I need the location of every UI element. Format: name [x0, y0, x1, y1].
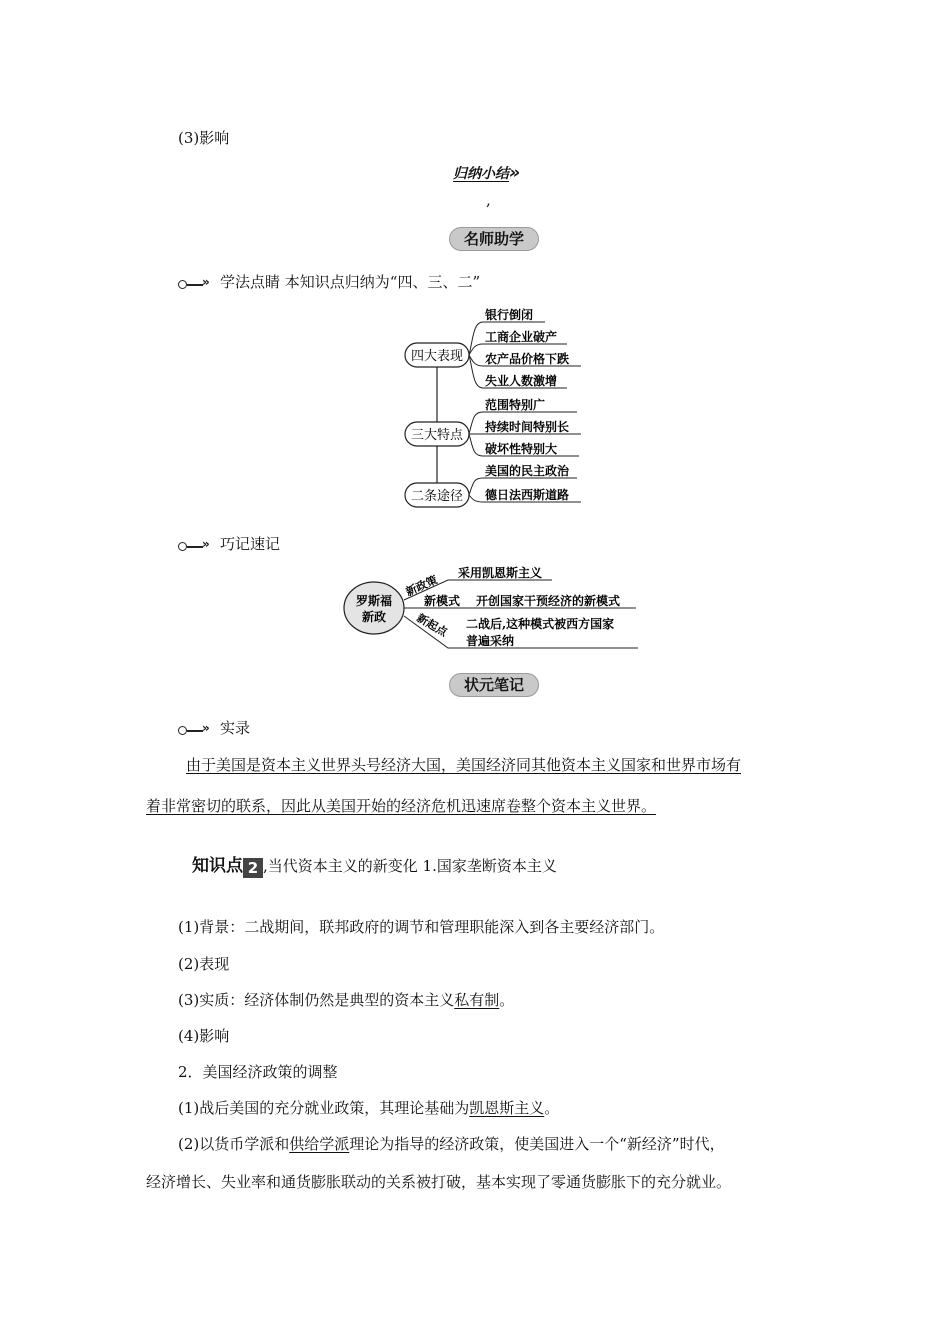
tree-item: 农产品价格下跌	[485, 352, 570, 366]
notes-badge: 状元笔记	[449, 673, 539, 697]
method-line: 学法点睛 本知识点归纳为“四、三、二”	[220, 273, 481, 291]
tree-group-2: 三大特点	[410, 428, 464, 443]
knowledge-number-badge: 2	[243, 858, 263, 878]
branch-label: 新政策	[403, 573, 440, 599]
crisis-summary-tree	[395, 300, 595, 510]
p1-post: 。	[544, 1099, 560, 1117]
tree-item: 破坏性特别大	[485, 442, 558, 456]
knowledge-point-2	[192, 855, 557, 878]
essence-item	[178, 990, 514, 1010]
branch-text: 开创国家干预经济的新模式	[476, 594, 621, 608]
tree-group-1: 四大表现	[410, 349, 464, 364]
tree-item: 失业人数激增	[485, 374, 558, 388]
notes-paragraph-line2: 着非常密切的联系，因此从美国开始的经济危机迅速席卷整个资本主义世界。	[146, 797, 657, 815]
essence-key: 私有制	[454, 991, 500, 1009]
policy-paragraph-2	[178, 1134, 725, 1154]
tree-item: 持续时间特别长	[485, 420, 570, 434]
essence-pre: (3)实质：经济体制仍然是典型的资本主义	[178, 991, 455, 1009]
tree-item: 范围特别广	[485, 398, 546, 412]
tree-item: 美国的民主政治	[485, 464, 570, 478]
tree-group-3: 二条途径	[410, 489, 464, 504]
teacher-help-badge: 名师助学	[449, 227, 539, 251]
knowledge-point-label: 知识点	[192, 856, 243, 876]
impact-heading: (3)影响	[178, 129, 230, 147]
branch-label: 新起点	[414, 611, 450, 640]
memory-heading: 巧记速记	[220, 535, 281, 553]
show-item: (2)表现	[178, 955, 230, 973]
bullet-arrow-icon: »	[178, 277, 218, 291]
p1-pre: (1)战后美国的充分就业政策，其理论基础为	[178, 1099, 470, 1117]
new-deal-diagram	[340, 560, 645, 656]
p2-post: 理论为指导的经济政策，使美国进入一个“新经济”时代，	[349, 1135, 725, 1153]
bg-item: (1)背景：二战期间，联邦政府的调节和管理职能深入到各主要经济部门。	[178, 918, 665, 936]
stray-comma: ,	[486, 191, 491, 209]
double-chevron-icon: »	[509, 163, 521, 183]
branch-text-2: 普遍采纳	[466, 634, 515, 648]
notes-paragraph-line1: 由于美国是资本主义世界头号经济大国，美国经济同其他资本主义国家和世界市场有	[186, 756, 742, 774]
knowledge-point-title: ,当代资本主义的新变化 1.国家垄断资本主义	[263, 857, 557, 875]
policy-paragraph-1	[178, 1098, 559, 1118]
section2-title: 2．美国经济政策的调整	[178, 1063, 338, 1081]
branch-text: 二战后,这种模式被西方国家	[466, 617, 615, 631]
bullet-arrow-icon: »	[178, 539, 218, 553]
essence-post: 。	[499, 991, 515, 1009]
tree-item: 德日法西斯道路	[485, 488, 570, 502]
impact-item: (4)影响	[178, 1027, 230, 1045]
tree-item: 银行倒闭	[485, 308, 534, 322]
p2-pre: (2)以货币学派和	[178, 1135, 290, 1153]
summary-title	[453, 163, 520, 183]
new-deal-center-1: 罗斯福	[355, 594, 393, 608]
policy-paragraph-2-line2: 经济增长、失业率和通货膨胀联动的关系被打破，基本实现了零通货膨胀下的充分就业。	[146, 1173, 732, 1191]
notes-heading: 实录	[220, 719, 251, 737]
bullet-arrow-icon: »	[178, 723, 218, 737]
new-deal-center-2: 新政	[361, 610, 387, 624]
summary-title-text: 归纳小结	[453, 166, 509, 182]
p1-key: 凯恩斯主义	[469, 1099, 545, 1117]
branch-label: 新模式	[424, 594, 461, 608]
branch-text: 采用凯恩斯主义	[458, 566, 543, 580]
tree-item: 工商企业破产	[485, 330, 558, 344]
p2-key: 供给学派	[289, 1135, 350, 1153]
